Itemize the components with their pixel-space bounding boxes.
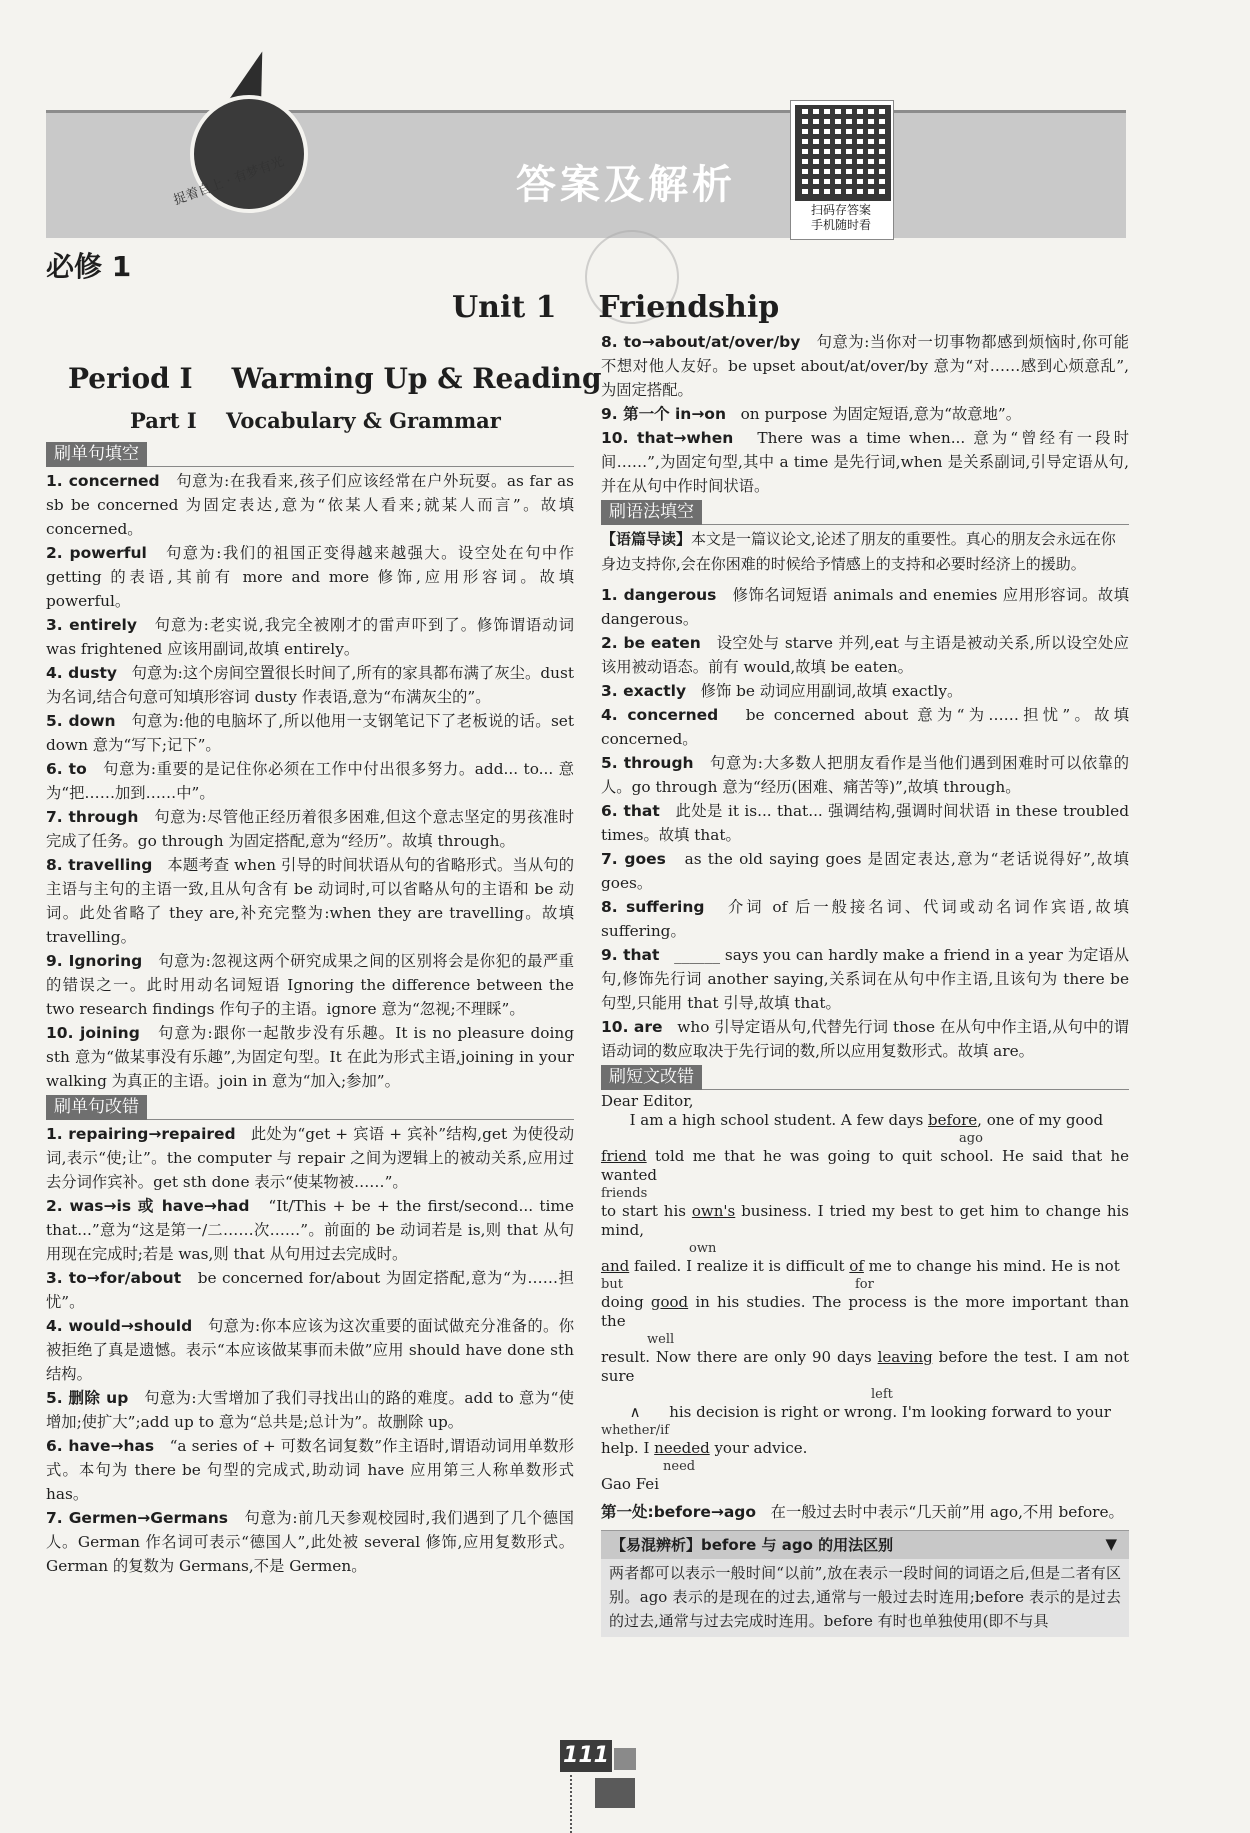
answer-explanation: 介词 of 后一般接名词、代词或动名词作宾语,故填 suffering。 — [601, 898, 1129, 940]
letter-line: friend told me that he was going to quit school. He said that he wanted — [601, 1147, 1129, 1184]
confusable-note-heading[interactable] — [601, 1531, 1129, 1559]
guide-text: 本文是一篇议论文,论述了朋友的重要性。真心的朋友会永远在你身边支持你,会在你困难的时候给予情感上的支持和必要时经济上的援助。 — [601, 530, 1116, 573]
answer-key: 3. to→for/about — [46, 1269, 182, 1287]
list-item — [601, 799, 1129, 847]
book-title: 必修 1 — [46, 250, 132, 283]
answer-key: 3. exactly — [601, 682, 687, 700]
list-item — [601, 751, 1129, 799]
answer-explanation: “a series of + 可数名词复数”作主语时,谓语动词用单数形式。本句为 there be 句型的完成式,助动词 have 应用第三人称单数形式 has。 — [46, 1437, 575, 1503]
answer-key: 9. Ignoring — [46, 952, 143, 970]
answer-explanation: 句意为:当你对一切事物都感到烦恼时,你可能不想对他人友好。be upset about/at/over/by 意为“对……感到心烦意乱”,为固定搭配。 — [601, 333, 1129, 399]
answer-key: 2. powerful — [46, 544, 147, 562]
answer-key: 8. suffering — [601, 898, 705, 916]
answer-key: 2. was→is 或 have→had — [46, 1197, 250, 1215]
guide-heading: 【语篇导读】 — [601, 530, 692, 548]
answer-explanation: who 引导定语从句,代替先行词 those 在从句中作主语,从句中的谓语动词的数应取决于先行词的数,所以应用复数形式。故填 are。 — [601, 1018, 1129, 1060]
letter-signature: Gao Fei — [601, 1475, 659, 1493]
answer-key: 6. have→has — [46, 1437, 155, 1455]
grammar-fill-list — [601, 583, 1129, 1063]
collapse-triangle-icon[interactable]: ▼ — [1105, 1535, 1117, 1553]
list-item — [46, 1506, 574, 1578]
answer-key: 3. entirely — [46, 616, 137, 634]
left-column — [46, 440, 574, 1578]
answer-explanation: on purpose 为固定短语,意为“故意地”。 — [740, 405, 1021, 423]
answer-key: 9. 第一个 in→on — [601, 405, 726, 423]
answer-key: 10. that→when — [601, 429, 734, 447]
answer-explanation: 句意为:跟你一起散步没有乐趣。It is no pleasure doing sth 意为“做某事没有乐趣”,为固定句型。It 在此为形式主语,joining in your walking 为真正的主语。join in 意为“加入;参加”。 — [46, 1024, 574, 1090]
list-item — [46, 1266, 574, 1314]
correction-word: whether/if — [601, 1423, 670, 1438]
answer-explanation: “It/This + be + the first/second... time that...”意为“这是第一/二……次……”。前面的 be 动词若是 is,则 that 从句用现在完成时;若是 was,则 that 从句用过去完成时。 — [46, 1197, 574, 1263]
correction-word: but for — [601, 1277, 874, 1292]
answer-explanation: 本题考查 when 引导的时间状语从句的省略形式。当从句的主语与主句的主语一致,且从句含有 be 动词时,可以省略从句的主语和 be 动词。此处省略了 they are,补充完整为:when they are travelling。故填 travelling。 — [46, 856, 574, 946]
list-item — [46, 1314, 574, 1386]
answer-explanation: as the old saying goes 是固定表达,意为“老话说得好”,故填 goes。 — [601, 850, 1129, 892]
insertion-mark: ∧ — [629, 1403, 641, 1421]
page-number: 111 — [560, 1740, 612, 1772]
answer-key: 7. goes — [601, 850, 666, 868]
answer-key: 1. dangerous — [601, 586, 717, 604]
fill-blank-list — [46, 469, 574, 1093]
list-item — [601, 583, 1129, 631]
list-item — [46, 757, 574, 805]
first-correction-note — [601, 1500, 1129, 1524]
answer-explanation: 修饰 be 动词应用副词,故填 exactly。 — [700, 682, 963, 700]
answer-explanation: 修饰名词短语 animals and enemies 应用形容词。故填 dangerous。 — [601, 586, 1129, 628]
list-item — [601, 847, 1129, 895]
answer-explanation: 句意为:这个房间空置很长时间了,所有的家具都布满了灰尘。dust 为名词,结合句意可知填形容词 dusty 作表语,意为“布满灰尘的”。 — [46, 664, 574, 706]
letter-line: result. Now there are only 90 days leaving before the test. I am not sure — [601, 1348, 1129, 1385]
answer-key: 5. through — [601, 754, 694, 772]
answer-explanation: ______ says you can hardly make a friend in a year 为定语从句,修饰先行词 another saying,关系词在从句中作主语,且该句为 there be 句型,只能用 that 引导,故填 that。 — [601, 946, 1130, 1012]
period-title: Period Ⅰ Warming Up & Reading — [68, 362, 602, 395]
passage-guide — [601, 527, 1129, 577]
answer-explanation: There was a time when... 意为“曾经有一段时间……”,为固定句型,其中 a time 是先行词,when 是关系副词,引导定语从句,并在从句中作时间状语。 — [601, 429, 1130, 495]
error-word: leaving — [877, 1348, 933, 1366]
answer-explanation: be concerned for/about 为固定搭配,意为“为……担忧”。 — [46, 1269, 574, 1311]
letter-line: help. I needed your advice. — [601, 1439, 808, 1457]
confusable-note-box — [601, 1530, 1129, 1637]
note-heading-text: 【易混辨析】before 与 ago 的用法区别 — [611, 1536, 894, 1554]
qr-caption — [790, 203, 892, 233]
answer-key: 6. that — [601, 802, 660, 820]
answer-key: 9. that — [601, 946, 660, 964]
part-title: Part Ⅰ Vocabulary & Grammar — [130, 408, 501, 433]
list-item — [601, 679, 1129, 703]
qr-caption-line-2: 手机随时看 — [810, 218, 871, 232]
answer-explanation: 句意为:在我看来,孩子们应该经常在户外玩耍。as far as sb be concerned 为固定表达,意为“依某人看来;就某人而言”。故填 concerned。 — [46, 472, 575, 538]
answer-explanation: 句意为:重要的是记住你必须在工作中付出很多努力。add... to... 意为“把……加到……中”。 — [46, 760, 574, 802]
letter-line: and failed. I realize it is difficult of me to change his mind. He is not — [601, 1257, 1120, 1275]
answer-explanation: 句意为:他的电脑坏了,所以他用一支钢笔记下了老板说的话。set down 意为“写下;记下”。 — [46, 712, 574, 754]
letter-line: to start his own's business. I tried my best to get him to change his mind, — [601, 1202, 1129, 1239]
answer-key: 10. are — [601, 1018, 663, 1036]
error-word: and — [601, 1257, 630, 1275]
letter-line: doing good in his studies. The process is the more important than the — [601, 1293, 1129, 1330]
error-correction-list-continued — [601, 330, 1129, 498]
correction-word: left — [871, 1387, 893, 1402]
answer-key: 4. dusty — [46, 664, 117, 682]
list-item — [601, 402, 1129, 426]
answer-key: 10. joining — [46, 1024, 140, 1042]
list-item — [46, 469, 574, 541]
answer-key: 4. concerned — [601, 706, 719, 724]
list-item — [46, 805, 574, 853]
section-header-error-correction: 刷单句改错 — [46, 1095, 147, 1120]
answer-key: 1. repairing→repaired — [46, 1125, 236, 1143]
list-item — [46, 613, 574, 661]
list-item — [601, 631, 1129, 679]
answer-explanation: 此处为“get + 宾语 + 宾补”结构,get 为使役动词,表示“使;让”。the computer 与 repair 之间为逻辑上的被动关系,应用过去分词作宾补。get sth done 表示“使某物被……”。 — [46, 1125, 574, 1191]
list-item — [46, 1122, 574, 1194]
error-word: good — [650, 1293, 689, 1311]
qr-caption-line-1: 扫码存答案 — [810, 203, 871, 217]
correction-word: need — [663, 1459, 696, 1474]
answer-key: 1. concerned — [46, 472, 160, 490]
answer-explanation: 句意为:老实说,我完全被刚才的雷声吓到了。修饰谓语动词 was frightened 应该用副词,故填 entirely。 — [46, 616, 574, 658]
answer-explanation: 设空处与 starve 并列,eat 与主语是被动关系,所以设空处应该用被动语态。前有 would,故填 be eaten。 — [601, 634, 1129, 676]
list-item — [46, 661, 574, 709]
answer-key: 8. to→about/at/over/by — [601, 333, 801, 351]
correction-word: well — [647, 1332, 675, 1347]
list-item — [601, 1015, 1129, 1063]
answer-explanation: 在一般过去时中表示“几天前”用 ago,不用 before。 — [770, 1503, 1124, 1521]
error-word: needed — [654, 1439, 710, 1457]
section-header-passage-correction: 刷短文改错 — [601, 1065, 702, 1090]
error-word: before — [928, 1111, 978, 1129]
list-item — [601, 703, 1129, 751]
error-correction-list — [46, 1122, 574, 1578]
logo-slogan: 捉着自上 · 有梦有光 — [171, 154, 287, 209]
list-item — [46, 853, 574, 949]
qr-code-icon[interactable] — [795, 105, 891, 201]
answer-key: 6. to — [46, 760, 87, 778]
answer-key: 2. be eaten — [601, 634, 701, 652]
error-word: own's — [691, 1202, 736, 1220]
letter-salutation: Dear Editor, — [601, 1092, 694, 1110]
list-item — [46, 1021, 574, 1093]
page-title: 答案及解析 — [516, 162, 736, 208]
answer-explanation: 句意为:我们的祖国正变得越来越强大。设空处在句中作 getting 的表语,其前有 more and more 修饰,应用形容词。故填 powerful。 — [46, 544, 574, 610]
letter-line: I am a high school student. A few days before, one of my good — [629, 1111, 1104, 1129]
correction-word: ago — [959, 1131, 983, 1146]
error-word: friend — [601, 1147, 647, 1165]
list-item — [46, 1386, 574, 1434]
answer-key: 第一处:before→ago — [601, 1503, 757, 1521]
correction-word: friends — [601, 1186, 648, 1201]
answer-key: 5. down — [46, 712, 116, 730]
list-item — [601, 426, 1129, 498]
list-item — [601, 895, 1129, 943]
answer-explanation: 句意为:尽管他正经历着很多困难,但这个意志坚定的男孩准时完成了任务。go through 为固定搭配,意为“经历”。故填 through。 — [46, 808, 574, 850]
list-item — [46, 541, 574, 613]
error-word: of — [849, 1257, 864, 1275]
list-item — [46, 1194, 574, 1266]
corrected-letter — [601, 1092, 1129, 1494]
answer-key: 7. through — [46, 808, 139, 826]
correction-word: own — [689, 1241, 717, 1256]
confusable-note-body: 两者都可以表示一般时间“以前”,放在表示一段时间的词语之后,但是二者有区别。ago 表示的是现在的过去,通常与一般过去时连用;before 表示的是过去的过去,通常与过去完成时连用。before 有时也单独使用(即不与具 — [609, 1564, 1121, 1630]
answer-explanation: 句意为:忽视这两个研究成果之间的区别将会是你犯的最严重的错误之一。此时用动名词短语 Ignoring the difference between the two research findings 作句子的主语。ignore 意为“忽视;不理睬”。 — [46, 952, 575, 1018]
letter-line: ∧ his decision is right or wrong. I'm looking forward to your — [629, 1403, 1111, 1421]
answer-explanation: 句意为:大多数人把朋友看作是当他们遇到困难时可以依靠的人。go through 意为“经历(困难、痛苦等)”,故填 through。 — [601, 754, 1129, 796]
right-column — [601, 330, 1129, 1637]
answer-explanation: be concerned about 意为“为……担忧”。故填 concerned。 — [601, 706, 1129, 748]
section-header-grammar-fill: 刷语法填空 — [601, 500, 702, 525]
dotted-divider — [570, 1775, 572, 1833]
list-item — [601, 943, 1129, 1015]
list-item — [46, 949, 574, 1021]
answer-explanation: 句意为:大雪增加了我们寻找出山的路的难度。add to 意为“使增加;使扩大”;add up to 意为“总共是;总计为”。故删除 up。 — [46, 1389, 574, 1431]
decor-square — [595, 1778, 635, 1808]
section-header-fill-blank: 刷单句填空 — [46, 442, 147, 467]
answer-key: 8. travelling — [46, 856, 153, 874]
answer-key: 7. Germen→Germans — [46, 1509, 229, 1527]
answer-key: 5. 删除 up — [46, 1389, 129, 1407]
list-item — [601, 330, 1129, 402]
decor-square — [614, 1748, 636, 1770]
answer-key: 4. would→should — [46, 1317, 193, 1335]
unit-title: Unit 1 Friendship — [452, 290, 780, 325]
answer-explanation: 句意为:你本应该为这次重要的面试做充分准备的。你被拒绝了真是遗憾。表示“本应该做某事而未做”应用 should have done sth 结构。 — [46, 1317, 574, 1383]
answer-explanation: 句意为:前几天参观校园时,我们遇到了几个德国人。German 作名词可表示“德国人”,此处被 several 修饰,应用复数形式。German 的复数为 Germans,不是 Germen。 — [46, 1509, 574, 1575]
answer-explanation: 此处是 it is... that... 强调结构,强调时间状语 in these troubled times。故填 that。 — [601, 802, 1129, 844]
list-item — [46, 1434, 574, 1506]
list-item — [46, 709, 574, 757]
